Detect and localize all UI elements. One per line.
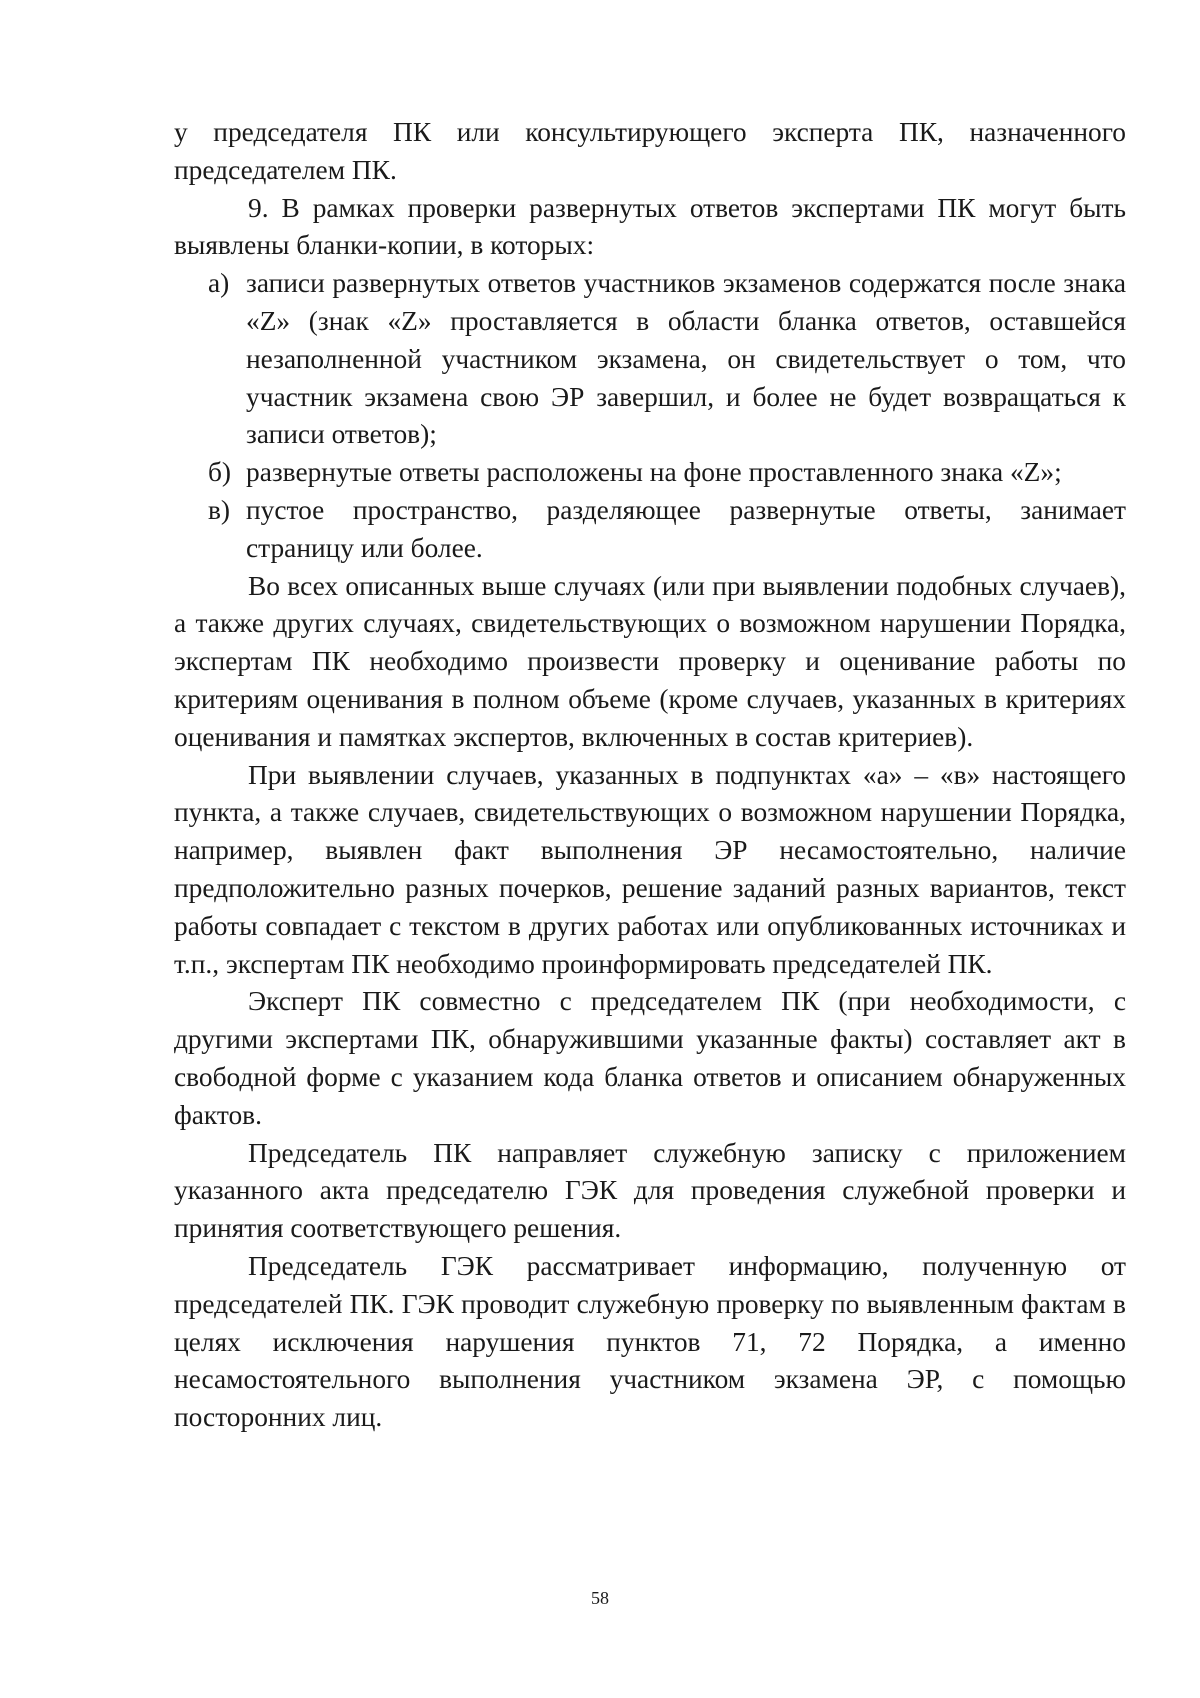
paragraph-gek-review: Председатель ГЭК рассматривает информацию, полученную от председателей ПК. ГЭК проводит служебную проверку по выявленным фактам в целях исключения нарушения пунктов 71, 72 Порядка, а именно несамостоятельного выполнения участником экзамена ЭР, с помощью посторонних лиц. — [174, 1250, 1126, 1433]
list-marker: в) — [208, 494, 231, 525]
paragraph-continuation: у председателя ПК или консультирующего эксперта ПК, назначенного председателем ПК. — [174, 117, 1126, 185]
paragraph-inform-chairs: При выявлении случаев, указанных в подпунктах «а» – «в» настоящего пункта, а также случаев, свидетельствующих о возможном нарушении Порядка, например, выявлен факт выполнения ЭР несамостоятельно, наличие предположительно разных почерков, решение заданий разных вариантов, текст работы совпадает с текстом в других работах или опубликованных источниках и т.п., экспертам ПК необходимо проинформировать председателей ПК. — [174, 759, 1126, 979]
page-number: 58 — [591, 1588, 609, 1608]
list-item-v — [208, 492, 1126, 568]
list-item-text: записи развернутых ответов участников экзаменов содержатся после знака «Z» (знак «Z» проставляется в области бланка ответов, оставшейся незаполненной участником экзамена, он свидетельствует о том, что участник экзамена свою ЭР завершил, и более не будет возвращаться к записи ответов); — [246, 268, 1126, 450]
paragraph-check-instructions: Во всех описанных выше случаях (или при выявлении подобных случаев), а также других случаях, свидетельствующих о возможном нарушении Порядка, экспертам ПК необходимо произвести проверку и оценивание работы по критериям оценивания в полном объеме (кроме случаев, указанных в критериях оценивания и памятках экспертов, включенных в состав критериев). — [174, 570, 1126, 752]
list-marker: б) — [208, 457, 232, 488]
paragraph-item-9: 9. В рамках проверки развернутых ответов экспертами ПК могут быть выявлены бланки-копии, в которых: — [174, 192, 1126, 261]
list-item-a — [208, 265, 1126, 454]
document-body — [174, 114, 1126, 1437]
list-marker: а) — [208, 268, 230, 299]
list-item-text: пустое пространство, разделяющее развернутые ответы, занимает страницу или более. — [246, 494, 1126, 563]
list-item-text: развернутые ответы расположены на фоне проставленного знака «Z»; — [246, 457, 1062, 488]
paragraph-act-drafting: Эксперт ПК совместно с председателем ПК (при необходимости, с другими экспертами ПК, обнаружившими указанные факты) составляет акт в свободной форме с указанием кода бланка ответов и описанием обнаруженных фактов. — [174, 986, 1126, 1130]
paragraph-memo: Председатель ПК направляет служебную записку с приложением указанного акта председателю ГЭК для проведения служебной проверки и принятия соответствующего решения. — [174, 1137, 1126, 1244]
copy-forms-list — [174, 265, 1126, 567]
list-item-b — [208, 454, 1126, 492]
